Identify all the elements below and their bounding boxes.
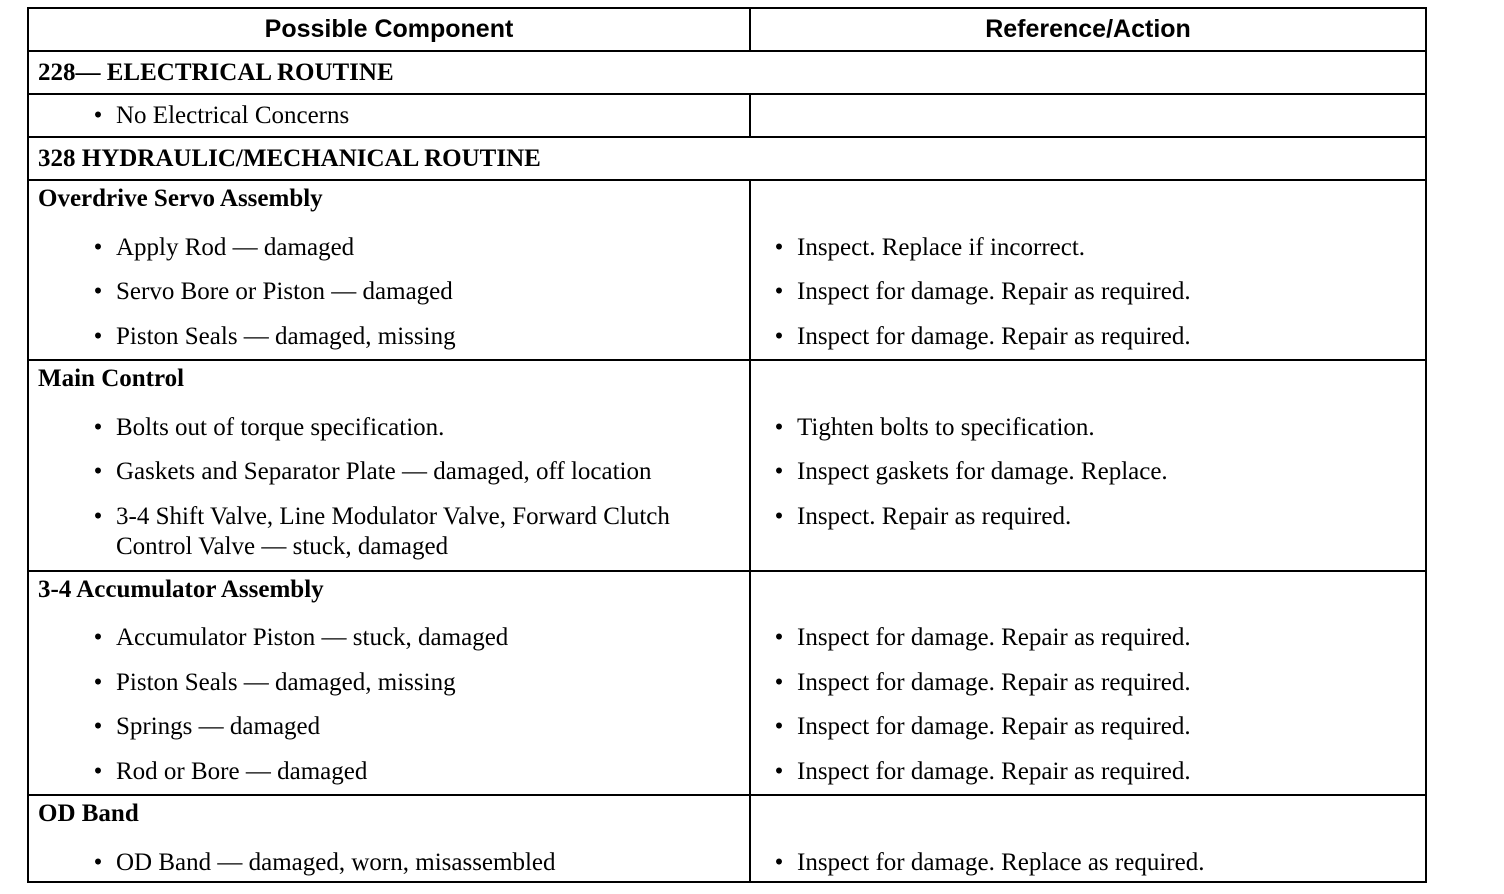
group-row-od-band	[28, 795, 1426, 882]
list-item: • Accumulator Piston — stuck, damaged	[93, 624, 509, 651]
list-item: • Tighten bolts to specification.	[774, 413, 1095, 441]
list-item: • Inspect gaskets for damage. Replace.	[774, 458, 1168, 485]
list-item: • Inspect for damage. Repair as required.	[774, 624, 1191, 651]
section-title-electrical: 228— ELECTRICAL ROUTINE	[28, 51, 1426, 94]
group-title: 3-4 Accumulator Assembly	[38, 575, 324, 603]
list-item: • Inspect for damage. Repair as required.	[774, 713, 1191, 740]
group-row-accumulator	[28, 571, 1426, 796]
group-row-main-control	[28, 360, 1426, 571]
list-item: • Gaskets and Separator Plate — damaged, off location	[93, 458, 652, 485]
section-row-electrical	[28, 51, 1426, 94]
list-item: • 3-4 Shift Valve, Line Modulator Valve, Forward Clutch Control Valve — stuck, damaged	[93, 502, 670, 560]
list-item: • Piston Seals — damaged, missing	[93, 322, 456, 350]
group-row-overdrive-servo	[28, 180, 1426, 360]
list-item: • Inspect. Replace if incorrect.	[774, 233, 1086, 261]
list-item: • Servo Bore or Piston — damaged	[93, 278, 453, 305]
header-possible-component: Possible Component	[28, 8, 750, 51]
list-item: • Bolts out of torque specification.	[93, 413, 445, 441]
list-item: • Inspect for damage. Replace as required.	[774, 848, 1205, 876]
section-row-hydraulic	[28, 137, 1426, 180]
list-item: • Inspect for damage. Repair as required.	[774, 322, 1191, 350]
list-item: • Springs — damaged	[93, 713, 321, 740]
header-reference-action: Reference/Action	[750, 8, 1426, 51]
table-row	[28, 94, 1426, 137]
list-item: • Inspect. Repair as required.	[774, 502, 1072, 530]
section-title-hydraulic: 328 HYDRAULIC/MECHANICAL ROUTINE	[28, 137, 1426, 180]
diagnosis-table	[27, 7, 1427, 883]
group-title: Main Control	[38, 365, 185, 392]
group-title: Overdrive Servo Assembly	[38, 185, 323, 212]
list-item: • Inspect for damage. Repair as required.	[774, 668, 1191, 696]
list-item: • OD Band — damaged, worn, misassembled	[93, 848, 556, 876]
list-item: • Rod or Bore — damaged	[93, 757, 368, 785]
component-text: No Electrical Concerns	[116, 101, 350, 129]
header-row	[28, 8, 1426, 51]
list-item: • Inspect for damage. Repair as required.	[774, 278, 1191, 305]
group-title: OD Band	[38, 800, 139, 827]
bullet: •	[93, 101, 103, 129]
list-item: • Apply Rod — damaged	[93, 233, 355, 261]
list-item: • Inspect for damage. Repair as required.	[774, 757, 1191, 785]
list-item: • Piston Seals — damaged, missing	[93, 668, 456, 696]
